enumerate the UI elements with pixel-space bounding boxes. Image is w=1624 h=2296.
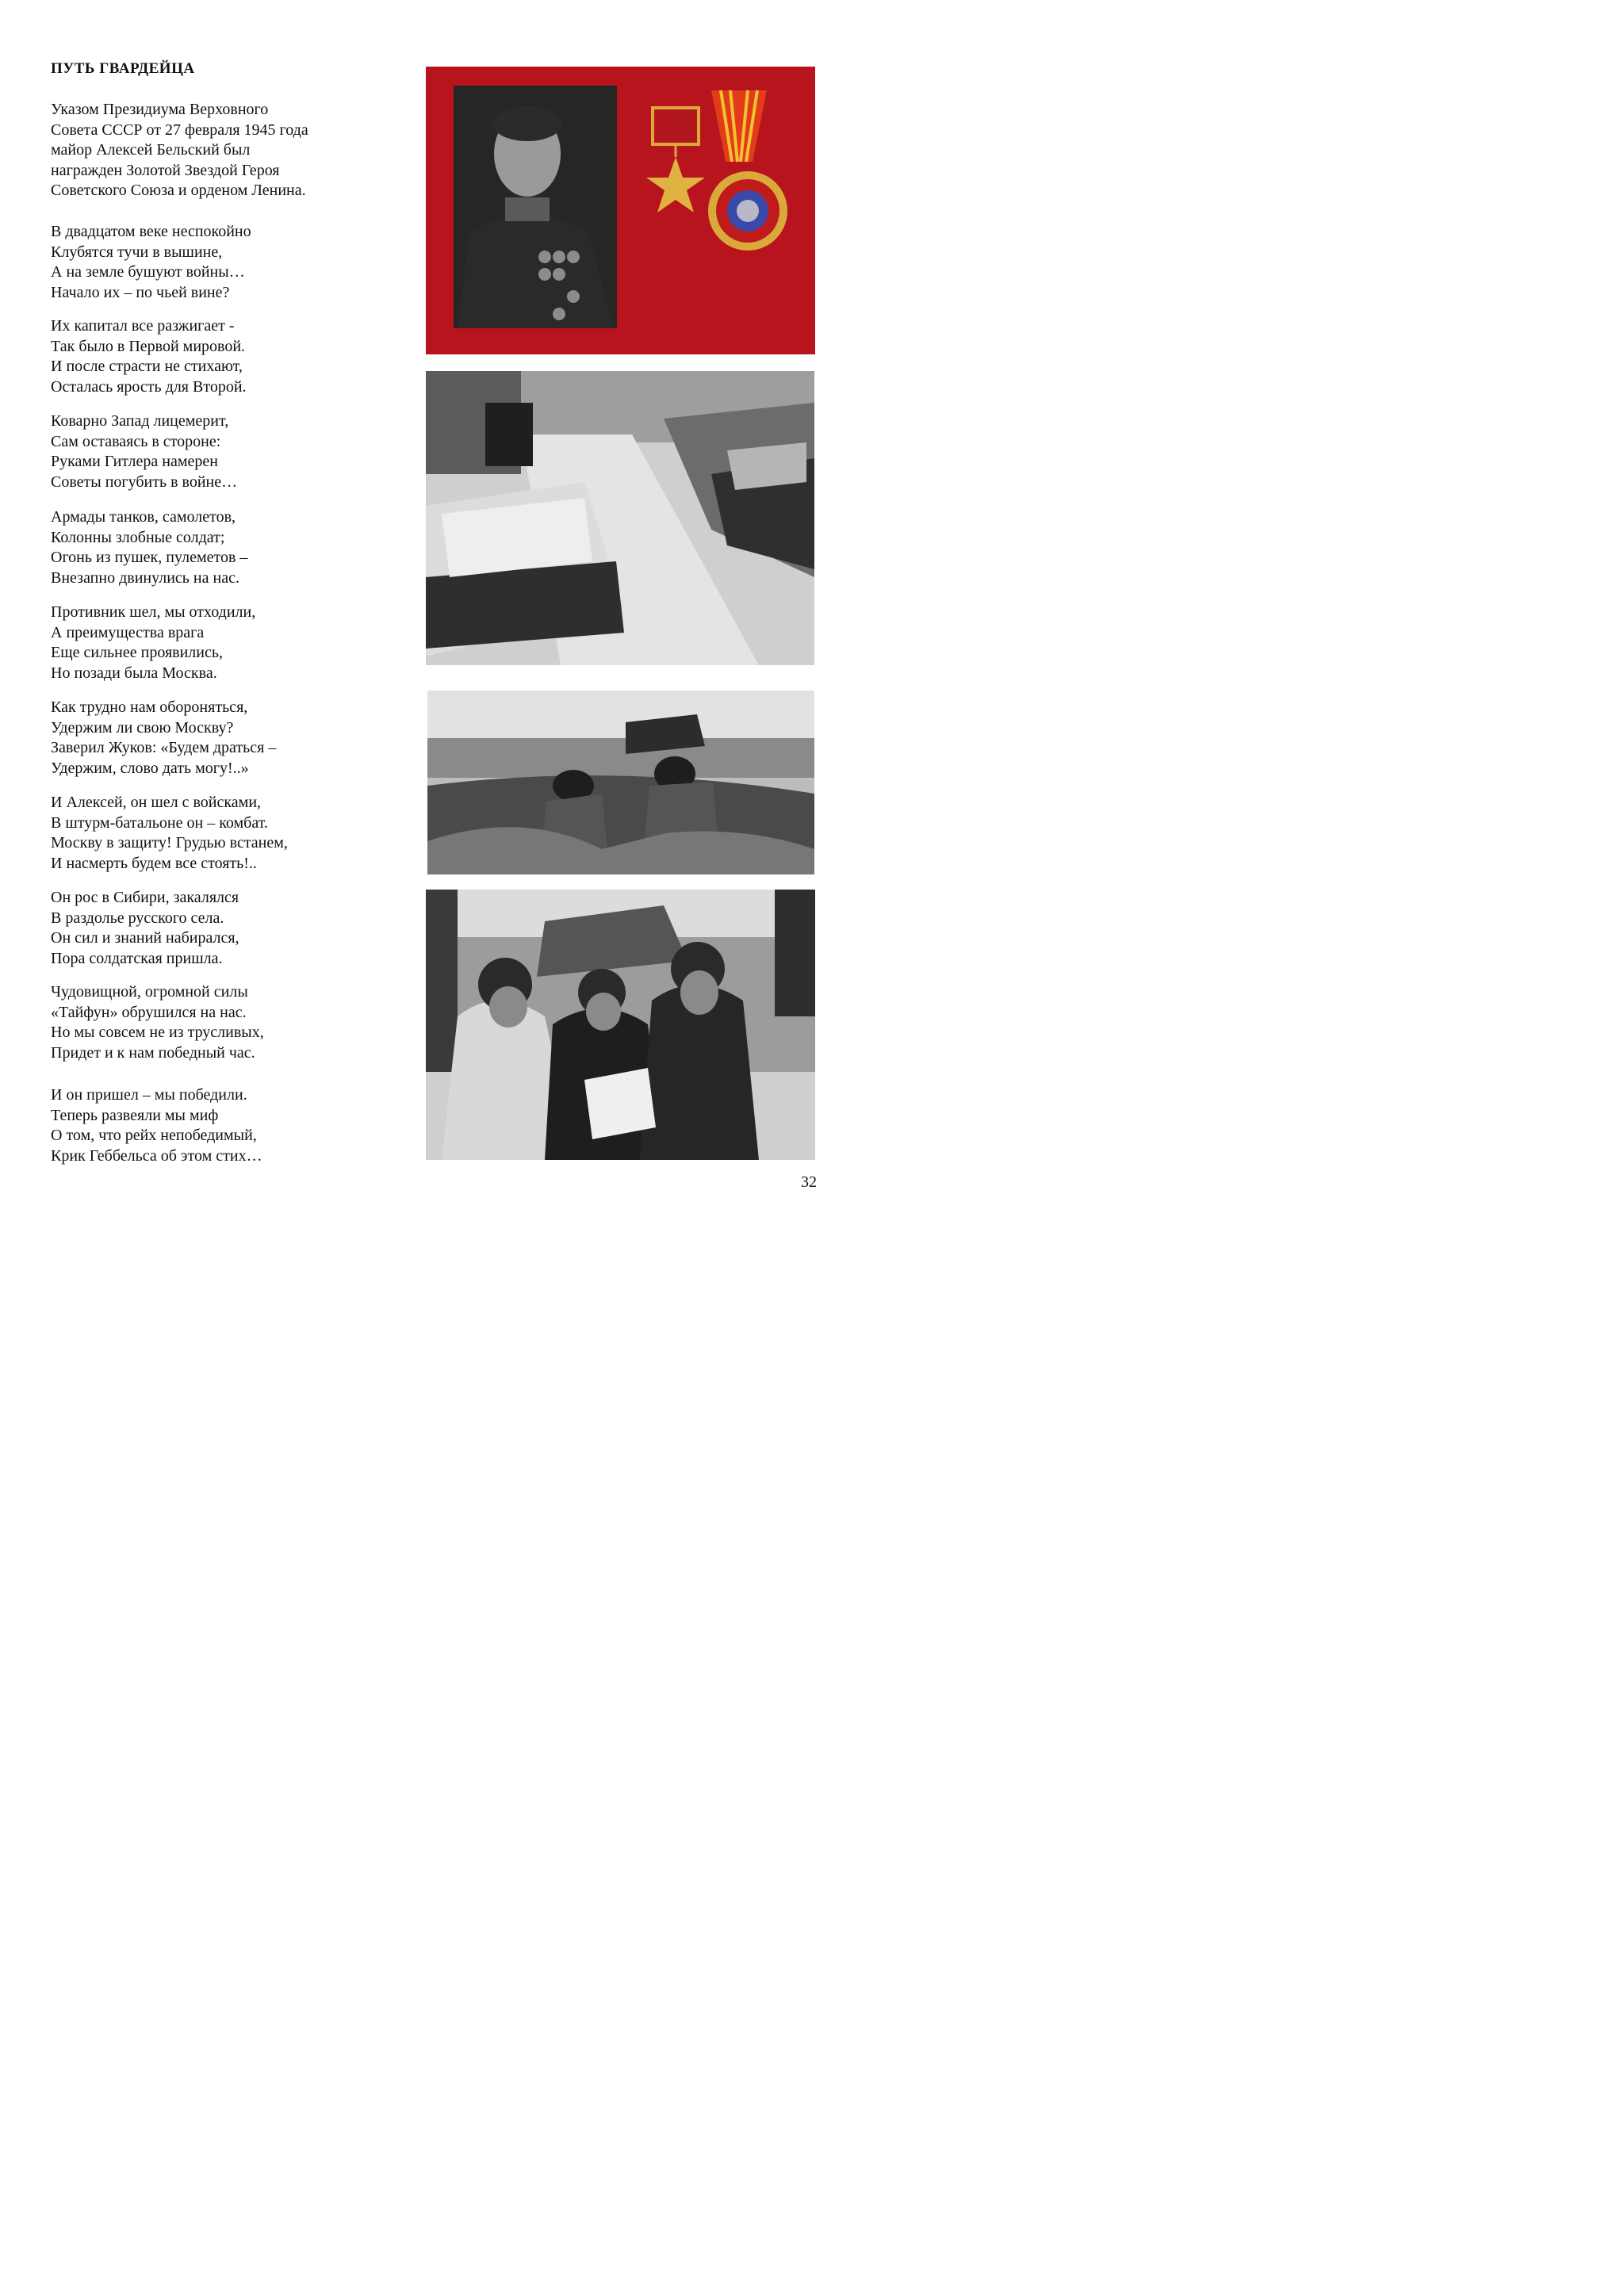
poem-stanza: Их капитал все разжигает - Так было в Первой мировой. И после страсти не стихают, Осталась ярость для Второй.: [51, 317, 247, 396]
poem-stanza: И Алексей, он шел с войсками, В штурм-батальоне он – комбат. Москву в защиту! Грудью встанем, И насмерть будем все стоять!..: [51, 794, 288, 872]
poem-stanza: В двадцатом веке неспокойно Клубятся тучи в вышине, А на земле бушуют войны… Начало их – по чьей вине?: [51, 223, 251, 301]
poem-stanza: Коварно Запад лицемерит, Сам оставаясь в стороне: Руками Гитлера намерен Советы погубить в войне…: [51, 412, 238, 491]
page-number: 32: [801, 1173, 817, 1191]
poem-stanza: Армады танков, самолетов, Колонны злобные солдат; Огонь из пушек, пулеметов – Внезапно двинулись на нас.: [51, 508, 248, 587]
intro-paragraph: Указом Президиума Верховного Совета СССР от 27 февраля 1945 года майор Алексей Бельский был награжден Золотой Звездой Героя Советского Союза и орденом Ленина.: [51, 101, 308, 199]
tank-column-photo: [426, 371, 814, 665]
poem-stanza: Как трудно нам обороняться, Удержим ли свою Москву? Заверил Жуков: «Будем драться – Удержим, слово дать могу!..»: [51, 698, 277, 777]
portrait-with-awards-photo: [426, 67, 815, 354]
page-title: ПУТЬ ГВАРДЕЙЦА: [51, 60, 195, 77]
poem-stanza: Он рос в Сибири, закалялся В раздолье русского села. Он сил и знаний набирался, Пора солдатская пришла.: [51, 889, 239, 967]
poem-stanza: И он пришел – мы победили. Теперь развеяли мы миф О том, что рейх непобедимый, Крик Геббельса об этом стих…: [51, 1086, 262, 1165]
poem-stanza: Противник шел, мы отходили, А преимущества врага Еще сильнее проявились, Но позади была Москва.: [51, 603, 256, 682]
poem-stanza: Чудовищной, огромной силы «Тайфун» обрушился на нас. Но мы совсем не из трусливых, Придет и к нам победный час.: [51, 983, 264, 1062]
officers-group-photo: [426, 890, 815, 1160]
soldiers-trench-photo: [427, 691, 814, 874]
officer-portrait: [454, 86, 617, 328]
